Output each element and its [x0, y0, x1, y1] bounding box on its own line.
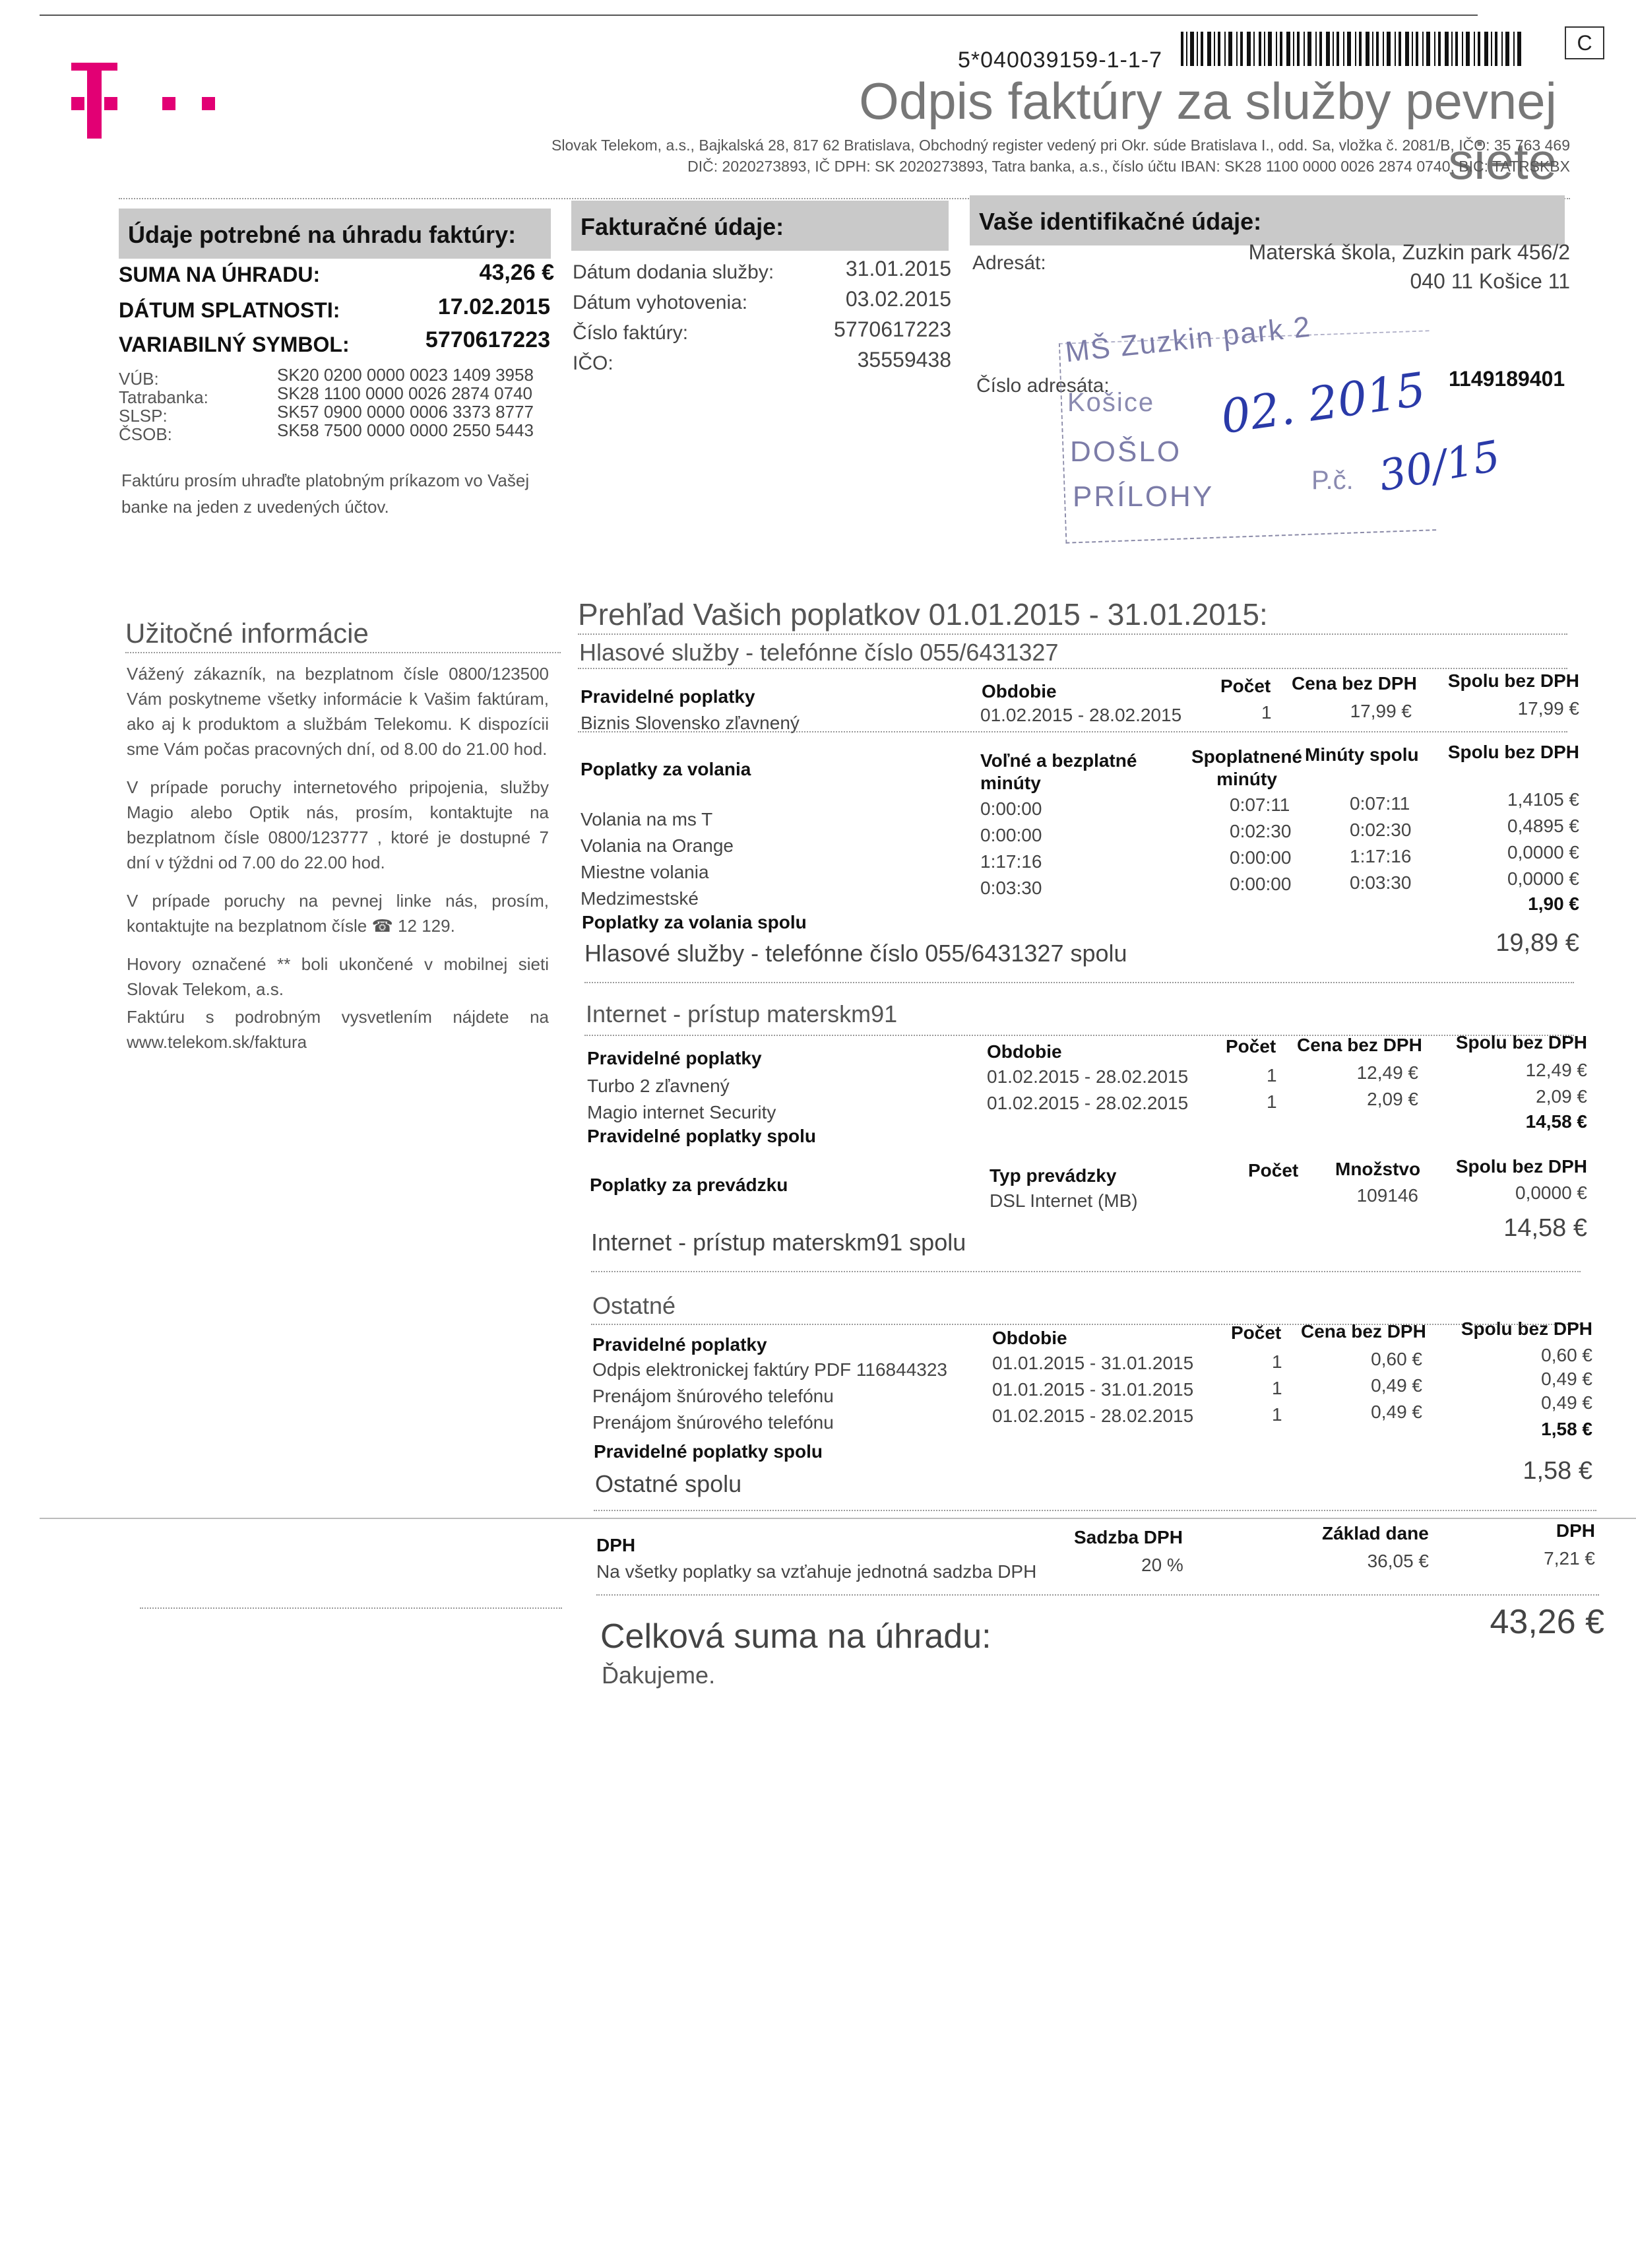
info-heading: Užitočné informácie	[125, 618, 369, 649]
internet-regular-counts	[1267, 1062, 1277, 1115]
other-col-count: Počet	[1231, 1322, 1282, 1343]
bank-iban: SK20 0200 0000 0023 1409 3958	[277, 365, 534, 385]
payment-note	[121, 467, 529, 520]
other-regular-period: 01.02.2015 - 28.02.2015	[992, 1406, 1194, 1426]
other-regular-totals	[1463, 1344, 1592, 1415]
stamp-line-2: Košice	[1067, 388, 1155, 417]
sum-value: 43,26 €	[479, 260, 554, 285]
address-line-1: Materská škola, Zuzkin park 456/2	[1248, 240, 1570, 264]
voice-regular-price: 17,99 €	[1350, 701, 1412, 721]
call-free: 0:00:00	[980, 798, 1042, 819]
internet-regular-price: 2,09 €	[1367, 1089, 1418, 1109]
internet-col-period: Obdobie	[987, 1041, 1062, 1062]
other-regular-total: 0,49 €	[1541, 1392, 1592, 1413]
calls-free-values	[980, 796, 1042, 901]
vat-note: Na všetky poplatky sa vzťahuje jednotná sadzba DPH	[596, 1561, 1037, 1582]
variable-symbol-value: 5770617223	[425, 327, 550, 352]
other-section-title: Ostatné	[592, 1292, 676, 1319]
addressee-number-label: Číslo adresáta:	[976, 375, 1110, 397]
call-name: Volania na ms T	[581, 809, 713, 829]
other-regular-counts	[1272, 1349, 1282, 1428]
traffic-total: 0,0000 €	[1515, 1183, 1587, 1203]
vat-base: 36,05 €	[1367, 1551, 1429, 1571]
traffic-label: Poplatky za prevádzku	[590, 1175, 788, 1195]
internet-regular-prices	[1300, 1060, 1418, 1113]
traffic-qty: 109146	[1356, 1185, 1418, 1206]
bank-name: SLSP:	[119, 406, 168, 426]
other-regular-name: Prenájom šnúrového telefónu	[592, 1412, 834, 1433]
internet-regular-name: Turbo 2 zľavnený	[587, 1076, 730, 1096]
barcode-image	[1181, 32, 1524, 66]
thanks-text: Ďakujeme.	[602, 1662, 716, 1689]
bank-names	[119, 370, 208, 443]
stamp-handwritten-number: 30/15	[1375, 432, 1504, 502]
calls-total-label: Poplatky za volania spolu	[582, 912, 807, 932]
info-divider	[125, 652, 561, 653]
info-paragraph-1: Vážený zákazník, na bezplatnom čísle 0800/123500 Vám poskytneme všetky informácie k Vašim faktúram, ako aj k produktom a službám Telekomu. K dispozícii sme Vám počas pracovných dní, od 8.00 do 21.00 hod.	[127, 664, 549, 759]
overview-title: Prehľad Vašich poplatkov 01.01.2015 - 31.01.2015:	[578, 597, 1268, 632]
voice-end-divider	[584, 982, 1574, 983]
internet-regular-count: 1	[1267, 1065, 1277, 1085]
internet-regular-periods	[987, 1064, 1188, 1117]
call-total: 0,0000 €	[1507, 842, 1579, 862]
issue-date-label: Dátum vyhotovenia:	[573, 292, 748, 313]
voice-col-price: Cena bez DPH	[1292, 673, 1417, 694]
stamp-handwritten-date: 02. 2015	[1217, 362, 1429, 445]
delivery-date-value: 31.01.2015	[845, 257, 951, 280]
document-code: 5*040039159-1-1-7	[958, 48, 1163, 73]
other-regular-total-value: 1,58 €	[1541, 1419, 1592, 1439]
calls-col-total: Spolu bez DPH	[1447, 742, 1579, 762]
company-line-2: DIČ: 2020273893, IČ DPH: SK 2020273893, Tatra banka, a.s., číslo účtu IBAN: SK28 1100 0000 0026 2874 0740, BIC: TATRSKBX	[687, 158, 1570, 175]
overview-divider	[578, 633, 1567, 635]
stamp-line-1: MŠ Zuzkin park 2	[1063, 310, 1313, 369]
call-free: 0:03:30	[980, 878, 1042, 898]
traffic-col-qty: Množstvo	[1335, 1159, 1421, 1179]
call-free: 0:00:00	[980, 825, 1042, 845]
call-total: 1,4105 €	[1507, 789, 1579, 810]
vat-rule	[40, 1518, 1636, 1519]
vat-label: DPH	[596, 1535, 636, 1555]
due-date-value: 17.02.2015	[437, 294, 550, 319]
calls-total-values	[1451, 787, 1579, 892]
traffic-col-count: Počet	[1248, 1160, 1299, 1181]
stamp-line-4: PRÍLOHY	[1073, 480, 1214, 513]
invoice-number-label: Číslo faktúry:	[573, 322, 689, 344]
call-total: 0,4895 €	[1507, 816, 1579, 836]
addressee-label: Adresát:	[972, 252, 1046, 274]
other-regular-period: 01.01.2015 - 31.01.2015	[992, 1379, 1194, 1400]
other-col-price: Cena bez DPH	[1301, 1321, 1426, 1342]
other-regular-label: Pravidelné poplatky	[592, 1334, 767, 1355]
invoice-values	[778, 253, 951, 375]
internet-regular-name: Magio internet Security	[587, 1102, 776, 1122]
call-paid: 0:00:00	[1230, 847, 1292, 868]
internet-total-label: Internet - prístup materskm91 spolu	[591, 1229, 966, 1256]
received-stamp	[1062, 310, 1504, 541]
info-paragraph-2: V prípade poruchy internetového pripojenia, služby Magio alebo Optik nás, prosím, kontaktujte na bezplatnom čísle 0800/123777 , ktoré je dostupné 7 dní v týždni od 7.00 do 22.00 hod.	[127, 777, 549, 872]
calls-paid-values	[1230, 792, 1291, 897]
internet-col-total: Spolu bez DPH	[1455, 1032, 1587, 1053]
internet-regular-label: Pravidelné poplatky	[587, 1048, 762, 1068]
traffic-type: DSL Internet (MB)	[990, 1190, 1138, 1211]
other-regular-total-label: Pravidelné poplatky spolu	[594, 1441, 823, 1462]
internet-section-title: Internet - prístup materskm91	[586, 1000, 898, 1027]
call-paid: 0:00:00	[1230, 874, 1292, 894]
invoice-labels	[573, 257, 774, 379]
traffic-col-total: Spolu bez DPH	[1455, 1156, 1587, 1177]
other-col-total: Spolu bez DPH	[1461, 1318, 1592, 1339]
other-regular-name: Prenájom šnúrového telefónu	[592, 1386, 834, 1406]
internet-regular-totals	[1458, 1057, 1587, 1110]
page-title: Odpis faktúry za služby pevnej siete	[859, 72, 1557, 190]
calls-names	[581, 806, 734, 912]
other-total-label: Ostatné spolu	[595, 1470, 742, 1497]
call-paid: 0:02:30	[1230, 821, 1292, 841]
bank-iban: SK28 1100 0000 0026 2874 0740	[277, 383, 532, 403]
call-name: Miestne volania	[581, 862, 709, 882]
vat-value: 7,21 €	[1544, 1548, 1595, 1569]
top-rule	[40, 15, 1478, 16]
call-free: 1:17:16	[980, 851, 1042, 872]
call-minutes: 1:17:16	[1350, 846, 1412, 866]
corner-box: C	[1565, 26, 1604, 59]
voice-regular-total: 17,99 €	[1517, 698, 1579, 719]
payment-note-line-2: banke na jeden z uvedených účtov.	[121, 497, 389, 517]
other-regular-prices	[1304, 1346, 1422, 1425]
voice-regular-label: Pravidelné poplatky	[581, 686, 755, 707]
voice-regular-count: 1	[1261, 702, 1272, 723]
internet-regular-period: 01.02.2015 - 28.02.2015	[987, 1093, 1189, 1113]
other-regular-total: 0,60 €	[1541, 1345, 1592, 1365]
address-line-2: 040 11 Košice 11	[1410, 269, 1570, 293]
voice-section-title: Hlasové služby - telefónne číslo 055/6431327	[579, 639, 1059, 666]
other-regular-name: Odpis elektronickej faktúry PDF 116844323	[592, 1359, 947, 1380]
bank-name: Tatrabanka:	[119, 387, 208, 407]
vat-col-rate: Sadzba DPH	[1074, 1527, 1183, 1547]
voice-total-value: 19,89 €	[1495, 929, 1579, 957]
calls-col-paid: Spoplatnené minúty	[1191, 746, 1302, 789]
other-regular-price: 0,49 €	[1371, 1402, 1422, 1422]
ico-value: 35559438	[857, 348, 951, 372]
telekom-logo	[71, 63, 243, 142]
bank-name: VÚB:	[119, 369, 159, 389]
company-line-1: Slovak Telekom, a.s., Bajkalská 28, 817 62 Bratislava, Obchodný register vedený pri Okr. súde Bratislava I., odd. Sa, vložka č. 2081/B, IČO: 35 763 469	[551, 137, 1570, 154]
info-text	[127, 661, 549, 1068]
other-regular-periods	[992, 1350, 1193, 1429]
customer-heading: Vaše identifikačné údaje:	[970, 195, 1565, 245]
invoice-number-value: 5770617223	[834, 317, 951, 341]
voice-divider	[578, 668, 1567, 669]
addressee-number-value: 1149189401	[1449, 367, 1565, 391]
company-info	[515, 135, 1570, 177]
other-end-divider	[594, 1510, 1596, 1511]
voice-col-total: Spolu bez DPH	[1447, 670, 1579, 691]
left-bottom-divider	[140, 1607, 562, 1609]
internet-regular-count: 1	[1267, 1091, 1277, 1112]
variable-symbol-label: VARIABILNÝ SYMBOL:	[119, 333, 350, 356]
other-total-value: 1,58 €	[1523, 1457, 1592, 1485]
info-paragraph-5: Faktúru s podrobným vysvetlením nájdete na www.telekom.sk/faktura	[127, 1007, 549, 1052]
voice-regular-divider	[578, 731, 1567, 732]
voice-col-period: Obdobie	[982, 681, 1057, 701]
internet-col-price: Cena bez DPH	[1297, 1035, 1422, 1055]
calls-minutes-values	[1350, 791, 1411, 896]
bank-iban: SK58 7500 0000 0000 2550 5443	[277, 420, 534, 440]
stamp-line-3: DOŠLO	[1070, 436, 1182, 468]
other-regular-names	[592, 1357, 947, 1436]
calls-col-minutes: Minúty spolu	[1305, 744, 1419, 765]
calls-total-value: 1,90 €	[1528, 893, 1579, 914]
internet-end-divider	[591, 1271, 1581, 1272]
bank-ibans	[277, 366, 534, 439]
invoice-heading: Fakturačné údaje:	[571, 201, 949, 251]
internet-col-count: Počet	[1226, 1036, 1276, 1056]
other-regular-total: 0,49 €	[1541, 1369, 1592, 1389]
internet-regular-total-value: 14,58 €	[1525, 1111, 1587, 1132]
calls-col-free: Voľné a bezplatné minúty	[980, 750, 1137, 793]
call-total: 0,0000 €	[1507, 868, 1579, 889]
voice-total-label: Hlasové služby - telefónne číslo 055/6431327 spolu	[584, 940, 1127, 967]
call-minutes: 0:07:11	[1350, 793, 1410, 814]
info-paragraph-4: Hovory označené ** boli ukončené v mobilnej sieti Slovak Telekom, a.s.	[127, 954, 549, 999]
issue-date-value: 03.02.2015	[845, 287, 951, 311]
other-col-period: Obdobie	[992, 1328, 1067, 1348]
ico-label: IČO:	[573, 352, 614, 374]
call-name: Medzimestské	[581, 888, 699, 909]
call-paid: 0:07:11	[1230, 794, 1290, 815]
vat-col-vat: DPH	[1556, 1520, 1595, 1541]
other-regular-period: 01.01.2015 - 31.01.2015	[992, 1353, 1194, 1373]
grand-total-value: 43,26 €	[1490, 1603, 1604, 1641]
internet-regular-total-label: Pravidelné poplatky spolu	[587, 1126, 816, 1146]
grand-total-label: Celková suma na úhradu:	[600, 1617, 991, 1656]
delivery-date-label: Dátum dodania služby:	[573, 261, 774, 283]
internet-regular-total: 2,09 €	[1536, 1086, 1587, 1107]
traffic-col-type: Typ prevádzky	[990, 1165, 1117, 1186]
internet-total-value: 14,58 €	[1503, 1214, 1587, 1242]
bank-iban: SK57 0900 0000 0006 3373 8777	[277, 402, 534, 422]
vat-col-base: Základ dane	[1322, 1523, 1429, 1543]
internet-regular-total: 12,49 €	[1525, 1060, 1587, 1080]
bank-name: ČSOB:	[119, 424, 172, 444]
voice-regular-period: 01.02.2015 - 28.02.2015	[980, 705, 1182, 725]
other-regular-price: 0,60 €	[1371, 1349, 1422, 1369]
info-paragraph-3: V prípade poruchy na pevnej linke nás, prosím, kontaktujte na bezplatnom čísle ☎ 12 129.	[127, 891, 549, 936]
payment-note-line-1: Faktúru prosím uhraďte platobným príkazom vo Vašej	[121, 470, 530, 490]
internet-regular-price: 12,49 €	[1356, 1062, 1418, 1083]
calls-label: Poplatky za volania	[581, 759, 751, 779]
call-minutes: 0:02:30	[1350, 820, 1412, 840]
voice-col-count: Počet	[1220, 676, 1271, 696]
stamp-pc-label: P.č.	[1311, 466, 1354, 495]
vat-rate: 20 %	[1141, 1555, 1183, 1575]
internet-regular-names	[587, 1073, 776, 1126]
other-regular-count: 1	[1272, 1378, 1282, 1398]
other-regular-price: 0,49 €	[1371, 1375, 1422, 1396]
internet-regular-period: 01.02.2015 - 28.02.2015	[987, 1066, 1189, 1087]
vat-divider	[596, 1594, 1599, 1596]
other-regular-count: 1	[1272, 1351, 1282, 1372]
voice-regular-name: Biznis Slovensko zľavnený	[581, 713, 800, 733]
due-date-label: DÁTUM SPLATNOSTI:	[119, 298, 340, 322]
call-name: Volania na Orange	[581, 835, 734, 856]
other-regular-count: 1	[1272, 1404, 1282, 1425]
payment-heading: Údaje potrebné na úhradu faktúry:	[119, 209, 551, 259]
sum-label: SUMA NA ÚHRADU:	[119, 263, 321, 286]
call-minutes: 0:03:30	[1350, 872, 1412, 893]
